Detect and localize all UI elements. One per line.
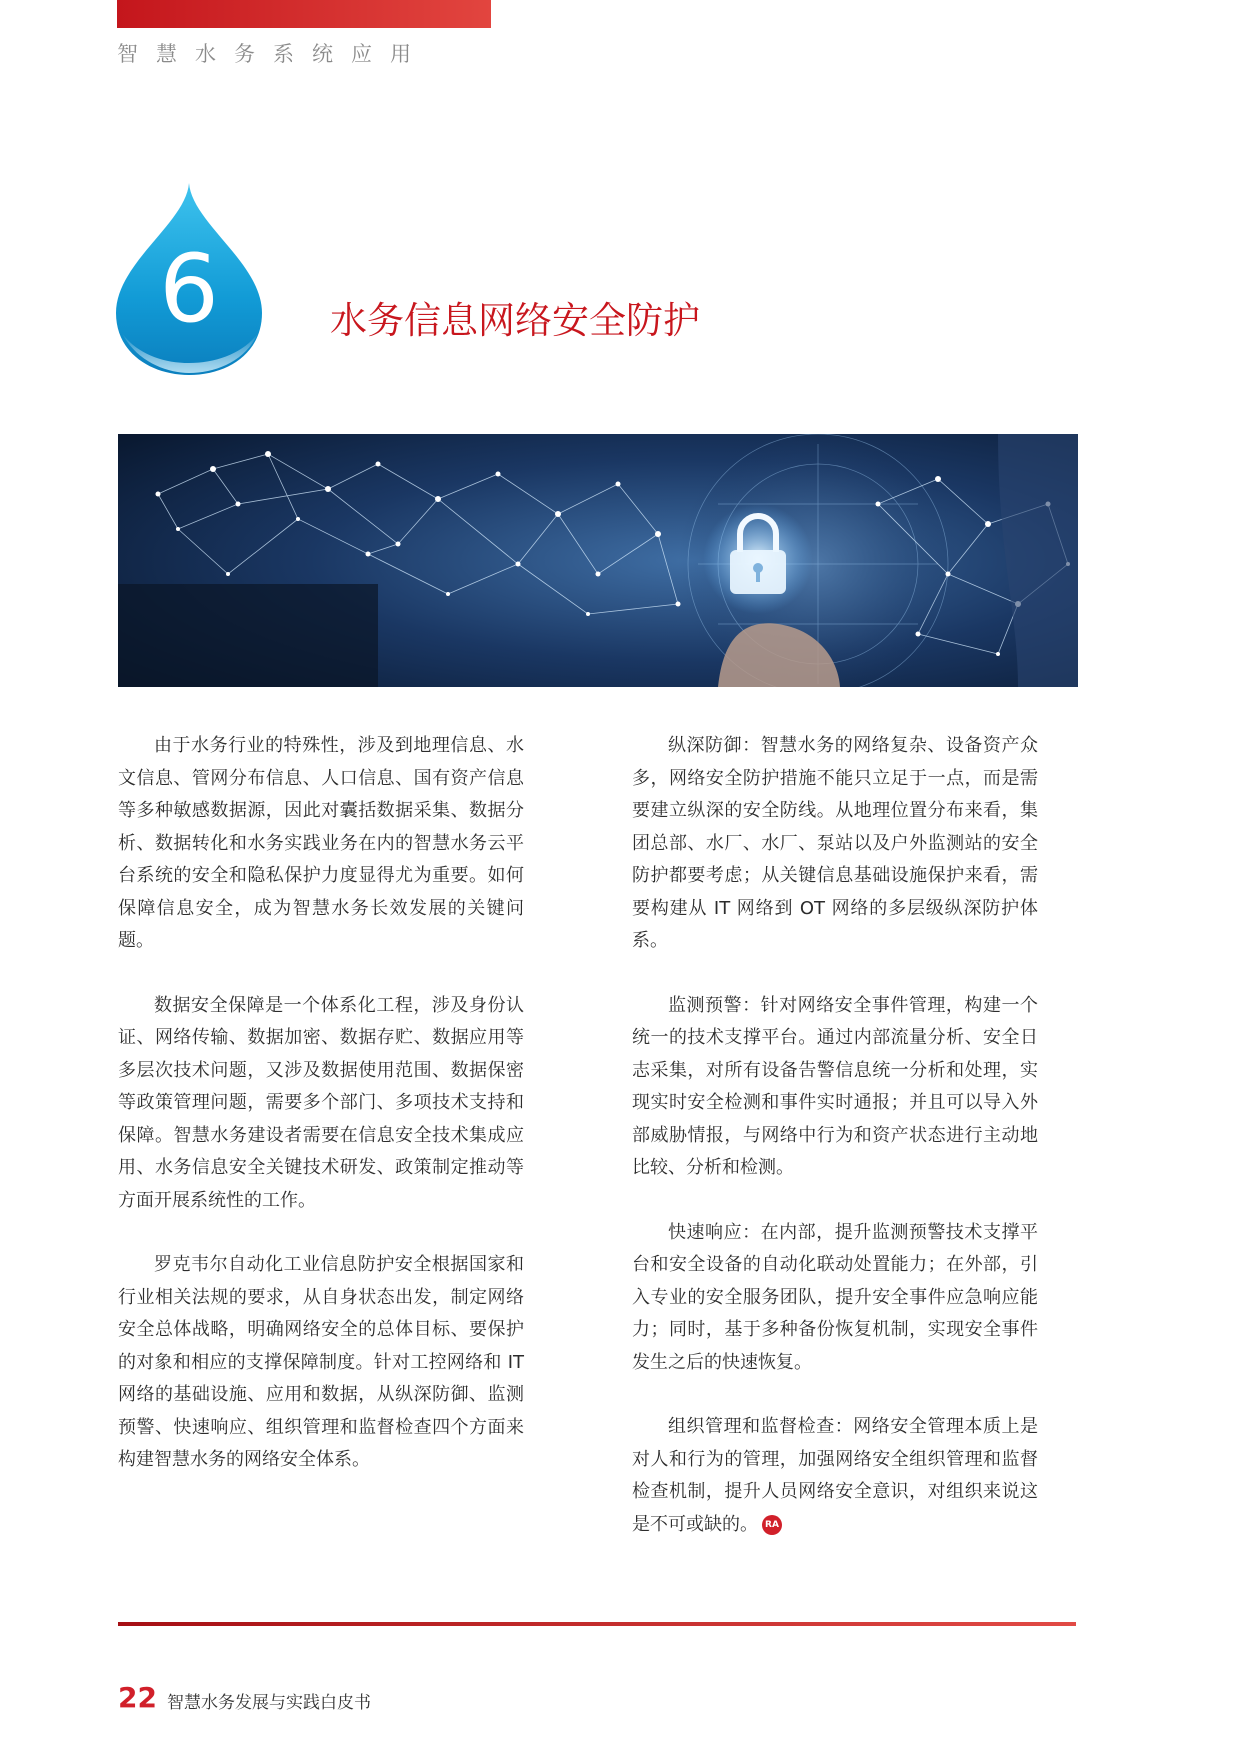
ra-logo-icon: RA [762, 1515, 782, 1535]
footer-book-title: 智慧水务发展与实践白皮书 [167, 1693, 371, 1713]
running-head: 智慧水务系统应用 [117, 42, 429, 66]
paragraph: 纵深防御：智慧水务的网络复杂、设备资产众多，网络安全防护措施不能只立足于一点，而是需要建立纵深的安全防线。从地理位置分布来看，集团总部、水厂、水厂、泵站以及户外监测站的安全防护都要考虑；从关键信息基础设施保护来看，需要构建从 IT 网络到 OT 网络的多层级纵深防护体系。 [632, 735, 1038, 951]
paragraph-last [632, 1411, 1038, 1541]
paragraph-text: 组织管理和监督检查：网络安全管理本质上是对人和行为的管理，加强网络安全组织管理和监督检查机制，提升人员网络安全意识，对组织来说这是不可或缺的。 [632, 1416, 1038, 1535]
paragraph: 由于水务行业的特殊性，涉及到地理信息、水文信息、管网分布信息、人口信息、国有资产信息等多种敏感数据源，因此对囊括数据采集、数据分析、数据转化和水务实践业务在内的智慧水务云平台系统的安全和隐私保护力度显得尤为重要。如何保障信息安全，成为智慧水务长效发展的关键问题。 [118, 735, 524, 951]
section-title: 水务信息网络安全防护 [330, 299, 700, 342]
right-column [632, 730, 1038, 1573]
paragraph: 罗克韦尔自动化工业信息防护安全根据国家和行业相关法规的要求，从自身状态出发，制定网络安全总体战略，明确网络安全的总体目标、要保护的对象和相应的支撑保障制度。针对工控网络和 IT 网络的基础设施、应用和数据，从纵深防御、监测预警、快速响应、组织管理和监督检查四个方面来构建智慧水务的网络安全体系。 [118, 1254, 524, 1470]
section-number: 6 [159, 235, 219, 344]
page-number: 22 [118, 1681, 157, 1714]
footer-rule [118, 1622, 1076, 1626]
top-accent-bar [117, 0, 491, 28]
left-column [118, 730, 524, 1509]
hero-image [118, 434, 1078, 687]
paragraph: 快速响应：在内部，提升监测预警技术支撑平台和安全设备的自动化联动处置能力；在外部，引入专业的安全服务团队，提升安全事件应急响应能力；同时，基于多种备份恢复机制，实现安全事件发生之后的快速恢复。 [632, 1221, 1038, 1373]
paragraph: 监测预警：针对网络安全事件管理，构建一个统一的技术支撑平台。通过内部流量分析、安全日志采集，对所有设备告警信息统一分析和处理，实现实时安全检测和事件实时通报；并且可以导入外部威胁情报，与网络中行为和资产状态进行主动地比较、分析和检测。 [632, 994, 1038, 1178]
paragraph: 数据安全保障是一个体系化工程，涉及身份认证、网络传输、数据加密、数据存贮、数据应用等多层次技术问题，又涉及数据使用范围、数据保密等政策管理问题，需要多个部门、多项技术支持和保障。智慧水务建设者需要在信息安全技术集成应用、水务信息安全关键技术研发、政策制定推动等方面开展系统性的工作。 [118, 994, 524, 1211]
water-drop-icon [116, 183, 276, 378]
